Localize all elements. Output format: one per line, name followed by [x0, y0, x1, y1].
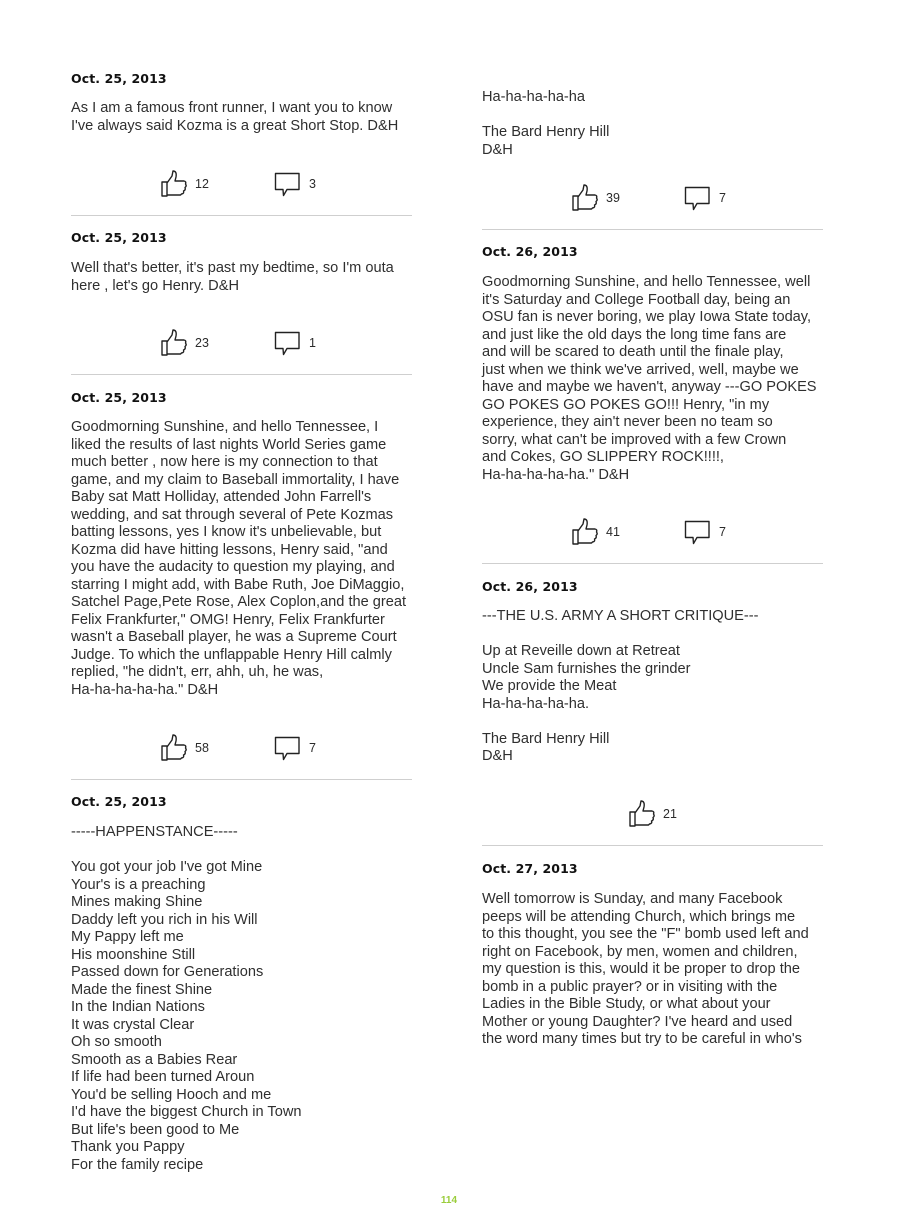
comment-count: 7 — [719, 191, 726, 205]
post-line: experience, they ain't never been no team so — [482, 414, 773, 430]
post-stats — [482, 518, 823, 548]
post-body — [482, 89, 823, 159]
post-line: In the Indian Nations — [71, 999, 205, 1015]
post-line: -----HAPPENSTANCE----- — [71, 824, 238, 840]
post-line: and just like the old days the long time fans are — [482, 326, 787, 343]
page-number: 114 — [440, 1195, 458, 1206]
post-line: Mines making Shine — [71, 894, 203, 910]
post-line: For the family recipe — [71, 1156, 204, 1173]
post-line: Goodmorning Sunshine, and hello Tennessee, I — [71, 419, 379, 435]
post-body — [71, 260, 412, 295]
blank-line — [71, 842, 412, 860]
divider — [71, 374, 412, 375]
post-line: Oh so smooth — [71, 1034, 162, 1050]
thumbs-up-icon — [160, 734, 188, 762]
comment-count: 1 — [309, 336, 316, 350]
post-line: I've always said Kozma is a great Short Stop. D&H — [71, 117, 399, 134]
post-line: replied, "he didn't, err, ahh, uh, he was, — [71, 664, 324, 680]
post-line: wedding, and sat through several of Pete Kozmas — [71, 506, 394, 523]
post-line: Ha-ha-ha-ha-ha. — [482, 695, 590, 712]
post-line: ---THE U.S. ARMY A SHORT CRITIQUE--- — [482, 608, 759, 624]
blank-line — [482, 626, 823, 644]
post-line: batting lessons, yes I know it's unbelievable, but — [71, 524, 382, 540]
post-line: Ha-ha-ha-ha-ha." D&H — [482, 466, 630, 483]
post-line: If life had been turned Aroun — [71, 1069, 255, 1085]
post-line: Well that's better, it's past my bedtime, so I'm outa — [71, 260, 394, 276]
post-line: You'd be selling Hooch and me — [71, 1086, 272, 1103]
post-line: The Bard Henry Hill — [482, 124, 610, 140]
post-line: the word many times but try to be careful in who's — [482, 1031, 802, 1047]
thumbs-up-icon — [571, 518, 599, 546]
post-line: D&H — [482, 748, 513, 764]
like-count: 12 — [195, 177, 209, 191]
blank-line — [482, 713, 823, 731]
post-line: my question is this, would it be proper to drop the — [482, 961, 800, 977]
post-body — [71, 100, 412, 135]
post-line: Made the finest Shine — [71, 981, 213, 998]
post-line: starring I might add, with Babe Ruth, Joe DiMaggio, — [71, 576, 405, 593]
blank-line — [482, 107, 823, 125]
post-stats — [71, 734, 412, 764]
post-line: wasn't a Baseball player, he was a Supreme Court — [71, 629, 397, 645]
post-line: I'd have the biggest Church in Town — [71, 1104, 302, 1120]
post-line: OSU fan is never boring, we play Iowa State today, — [482, 309, 812, 325]
post-line: Ha-ha-ha-ha-ha — [482, 89, 586, 105]
like-count: 39 — [606, 191, 620, 205]
divider — [71, 215, 412, 216]
post-line: Daddy left you rich in his Will — [71, 911, 258, 928]
post-line: here , let's go Henry. D&H — [71, 277, 239, 294]
comment-bubble-icon — [684, 184, 712, 212]
post-stats — [71, 170, 412, 200]
post-line: Kozma did have hitting lessons, Henry said, "and — [71, 541, 388, 558]
post-line: Smooth as a Babies Rear — [71, 1051, 238, 1068]
post-line: GO POKES GO POKES GO!!! Henry, "in my — [482, 396, 770, 413]
post-line: We provide the Meat — [482, 678, 617, 694]
comment-count: 3 — [309, 177, 316, 191]
post-line: Passed down for Generations — [71, 964, 264, 980]
post-stats — [71, 329, 412, 359]
thumbs-up-icon — [160, 329, 188, 357]
post-body — [71, 419, 412, 699]
like-count: 23 — [195, 336, 209, 350]
post-line: you have the audacity to question my playing, and — [71, 559, 395, 575]
post-date: Oct. 27, 2013 — [482, 861, 578, 876]
like-count: 41 — [606, 525, 620, 539]
comment-bubble-icon — [684, 518, 712, 546]
post-line: Judge. To which the unflappable Henry Hill calmly — [71, 646, 392, 663]
divider — [482, 845, 823, 846]
post-line: much better , now here is my connection to that — [71, 454, 378, 470]
divider — [482, 229, 823, 230]
post-line: The Bard Henry Hill — [482, 730, 610, 747]
post-line: Mother or young Daughter? I've heard and used — [482, 1013, 793, 1030]
comment-count: 7 — [719, 525, 726, 539]
post-line: Well tomorrow is Sunday, and many Facebook — [482, 891, 783, 907]
comment-bubble-icon — [274, 329, 302, 357]
post-stats — [482, 800, 823, 830]
post-line: it's Saturday and College Football day, being an — [482, 291, 791, 308]
post-line: and Cokes, GO SLIPPERY ROCK!!!!, — [482, 449, 724, 465]
post-line: to this thought, you see the "F" bomb used left and — [482, 926, 809, 942]
comment-bubble-icon — [274, 734, 302, 762]
post-date: Oct. 26, 2013 — [482, 244, 578, 259]
post-date: Oct. 25, 2013 — [71, 71, 167, 86]
post-line: Satchel Page,Pete Rose, Alex Coplon,and the great — [71, 594, 407, 610]
post-line: Baby sat Matt Holliday, attended John Farrell's — [71, 489, 372, 505]
post-line: Your's is a preaching — [71, 876, 206, 893]
post-line: Felix Frankfurter," OMG! Henry, Felix Frankfurter — [71, 611, 385, 628]
post-body — [482, 274, 823, 484]
comment-bubble-icon — [274, 170, 302, 198]
post-line: D&H — [482, 141, 513, 158]
post-line: It was crystal Clear — [71, 1016, 195, 1033]
post-stats — [482, 184, 823, 214]
post-line: just when we think we've arrived, well, maybe we — [482, 361, 799, 378]
post-line: bomb in a public prayer? or in visiting with the — [482, 978, 778, 995]
post-line: right on Facebook, by men, women and children, — [482, 943, 798, 960]
divider — [482, 563, 823, 564]
post-line: Thank you Pappy — [71, 1139, 185, 1155]
post-line: and will be scared to death until the finale play, — [482, 344, 784, 360]
post-line: Ha-ha-ha-ha-ha." D&H — [71, 681, 219, 698]
post-line: Ladies in the Bible Study, or what about your — [482, 996, 771, 1012]
post-body — [482, 891, 823, 1049]
post-date: Oct. 25, 2013 — [71, 794, 167, 809]
post-line: Up at Reveille down at Retreat — [482, 643, 680, 659]
post-line: game, and my claim to Baseball immortality, I have — [71, 471, 400, 488]
thumbs-up-icon — [160, 170, 188, 198]
thumbs-up-icon — [628, 800, 656, 828]
post-line: sorry, what can't be improved with a few Crown — [482, 431, 787, 448]
like-count: 58 — [195, 741, 209, 755]
post-line: As I am a famous front runner, I want you to know — [71, 100, 393, 116]
divider — [71, 779, 412, 780]
post-line: My Pappy left me — [71, 929, 184, 945]
post-line: But life's been good to Me — [71, 1121, 240, 1138]
post-date: Oct. 25, 2013 — [71, 230, 167, 245]
post-line: His moonshine Still — [71, 946, 196, 963]
post-date: Oct. 25, 2013 — [71, 390, 167, 405]
thumbs-up-icon — [571, 184, 599, 212]
post-line: peeps will be attending Church, which brings me — [482, 908, 796, 925]
comment-count: 7 — [309, 741, 316, 755]
post-line: Uncle Sam furnishes the grinder — [482, 660, 691, 677]
post-line: liked the results of last nights World Series game — [71, 436, 387, 453]
post-line: You got your job I've got Mine — [71, 859, 263, 875]
post-line: have and maybe we haven't, anyway ---GO POKES — [482, 379, 817, 395]
post-line: Goodmorning Sunshine, and hello Tennessee, well — [482, 274, 811, 290]
like-count: 21 — [663, 807, 677, 821]
post-body — [71, 824, 412, 1174]
post-date: Oct. 26, 2013 — [482, 579, 578, 594]
post-body — [482, 608, 823, 766]
